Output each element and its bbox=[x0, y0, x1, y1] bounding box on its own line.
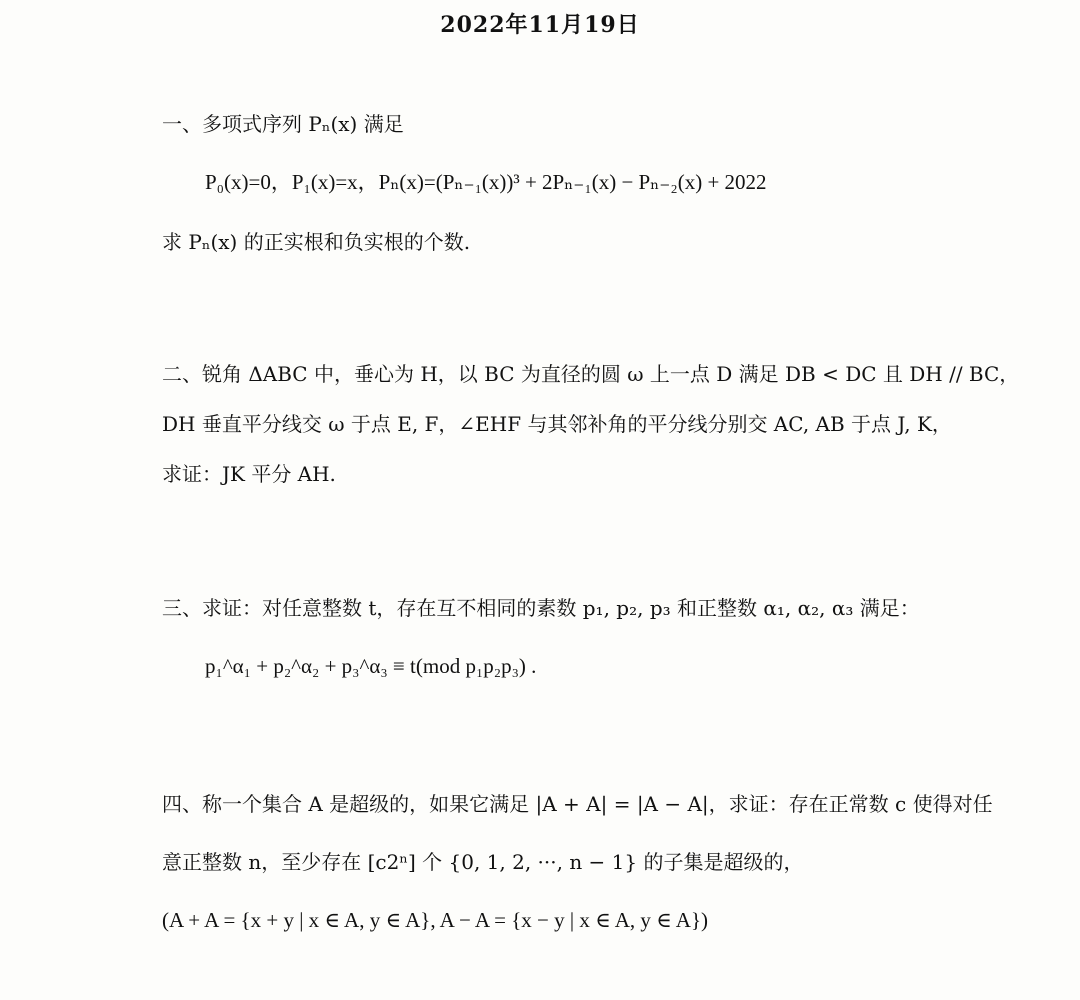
problem-1-line-1: 一、多项式序列 Pₙ(x) 满足 bbox=[162, 112, 404, 136]
problem-2-line-1: 二、锐角 ΔABC 中，垂心为 H，以 BC 为直径的圆 ω 上一点 D 满足 DB < DC 且 DH // BC， bbox=[162, 362, 1020, 386]
problem-4-line-1: 四、称一个集合 A 是超级的，如果它满足 |A + A| = |A − A|，求证：存在正常数 c 使得对任 bbox=[162, 792, 993, 816]
problem-4-line-3: (A + A = {x + y | x ∈ A, y ∈ A}, A − A = {x − y | x ∈ A, y ∈ A}) bbox=[162, 908, 709, 932]
problem-3-line-1: 三、求证：对任意整数 t，存在互不相同的素数 p₁, p₂, p₃ 和正整数 α₁, α₂, α₃ 满足： bbox=[162, 596, 920, 620]
problem-2-line-2: DH 垂直平分线交 ω 于点 E, F，∠EHF 与其邻补角的平分线分别交 AC, AB 于点 J, K， bbox=[162, 412, 952, 436]
problem-2-line-3: 求证：JK 平分 AH. bbox=[162, 462, 336, 486]
problem-1-formula: P₀(x)=0，P₁(x)=x，Pₙ(x)=(Pₙ₋₁(x))³ + 2Pₙ₋₁(x) − Pₙ₋₂(x) + 2022 bbox=[205, 170, 767, 194]
page-date-title: 2022年11月19日 bbox=[440, 12, 640, 38]
problem-4-line-2: 意正整数 n，至少存在 [c2ⁿ] 个 {0, 1, 2, ···, n − 1} 的子集是超级的， bbox=[162, 850, 804, 874]
problem-3-formula: p₁^α₁ + p₂^α₂ + p₃^α₃ ≡ t(mod p₁p₂p₃) . bbox=[205, 654, 537, 678]
problem-1-line-3: 求 Pₙ(x) 的正实根和负实根的个数. bbox=[162, 230, 471, 254]
